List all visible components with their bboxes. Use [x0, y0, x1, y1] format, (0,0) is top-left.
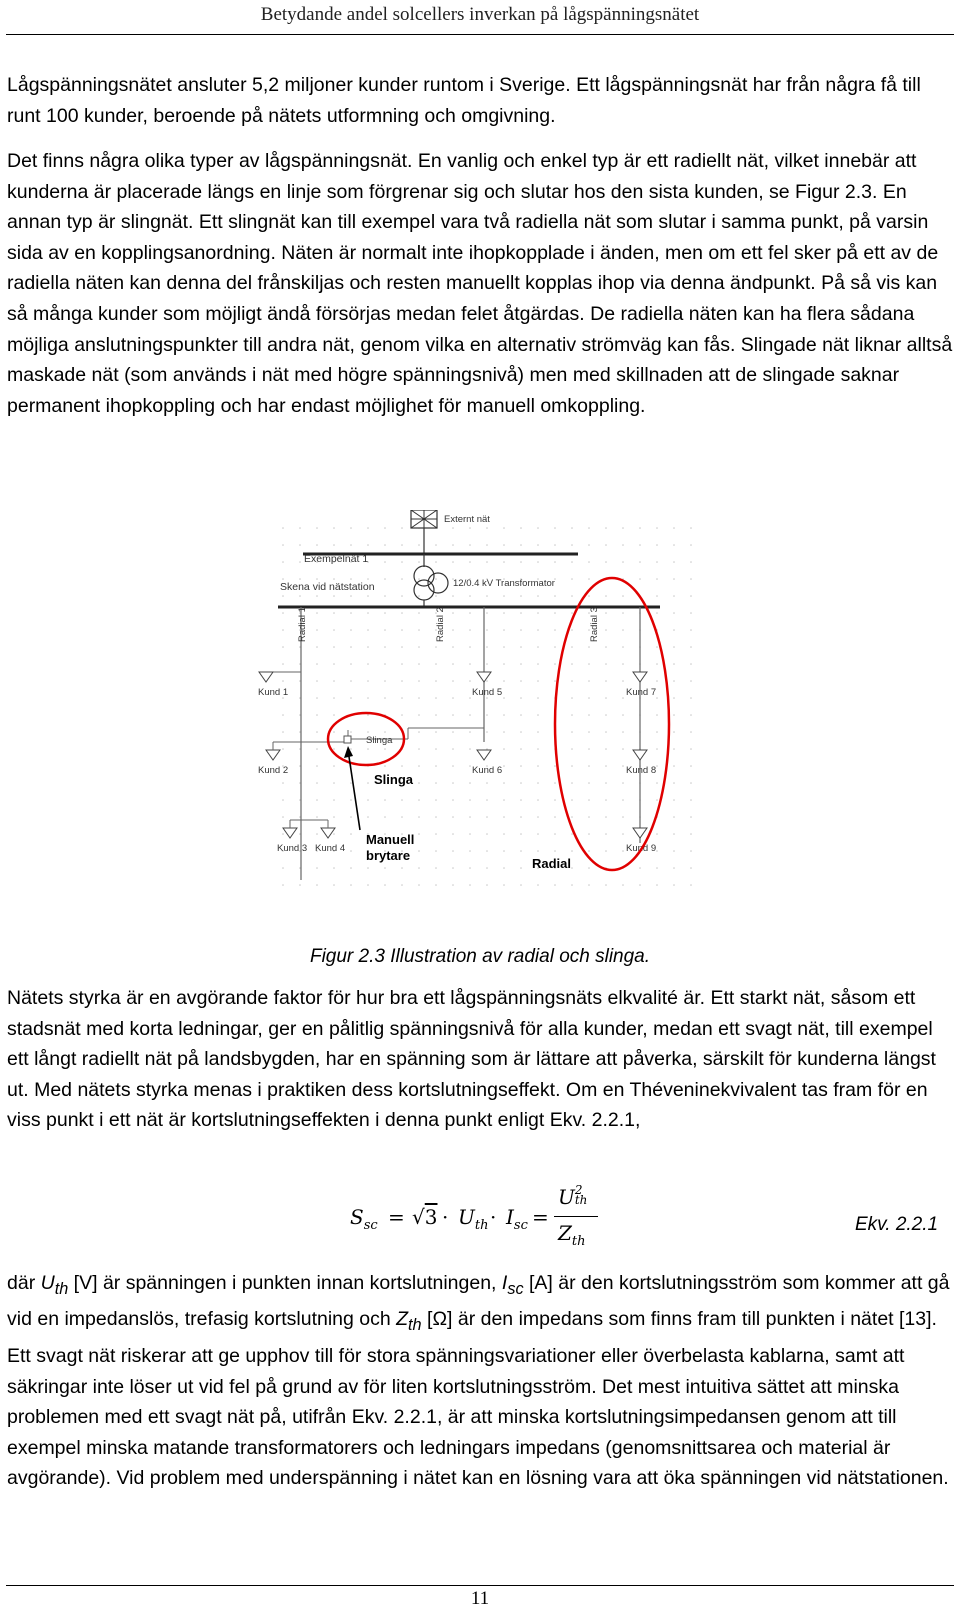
kund-6-label: Kund 6 — [472, 765, 503, 776]
manual-switch-icon — [344, 736, 351, 743]
kund-4-label: Kund 4 — [315, 843, 346, 854]
eq-denominator: $Z_{th}$ — [558, 1221, 586, 1249]
slinga-big-label: Slinga — [374, 772, 414, 787]
slinga-small-label: Slinga — [366, 735, 393, 746]
kund-3-label: Kund 3 — [277, 843, 308, 854]
paragraph-4: där $U_{th}$ [V] är spänningen i punkten innan kortslutningen, $I_{sc}$ [A] är den kortslutningsström som kommer att gå vid en impedanslös, trefasig kortslutning och $Z_{th}$ [Ω] är den impedans som finns fram till punkten i nätet [13]. Ett svagt nät riskerar att ge upphov till för stora spänningsvariationer eller överbelasta kablarna, samt att säkringar inte löser ut vid fel på grund av för liten kortslutningsström. Det mest intuitiva sättet att minska problemen med ett svagt nät på, utifrån Ekv. 2.2.1, är att minska kortslutningsimpedansen genom att till exempel minska matande transformatorers och ledningars impedans (genomsnittsarea och material är avgörande). Vid problem med underspänning i nätet kan en lösning vara att öka spänningen vid nätstationen. — [7, 1272, 950, 1490]
radial-big-label: Radial — [532, 856, 572, 871]
radial-2-label: Radial 2 — [435, 607, 446, 642]
page-number: 11 — [470, 1588, 490, 1609]
paragraph-2: Det finns några olika typer av lågspänningsnät. En vanlig och enkel typ är ett radiellt nät, vilket innebär att kunderna är placerade längs en linje som förgrenar sig och slutar hos den sista kunden, se Figur 2.3. En annan typ är slingnät. Ett slingnät kan till exempel vara två radiella nät som slutar i samma punkt, på varsin sida av en kopplingsanordning. Näten är normalt inte ihopkopplade i änden, men om ett fel sker på ett av de radiella näten kan denna del frånskiljas och resten manuellt kopplas ihop via denna ändpunkt. På så vis kan så många kunder som möjligt ändå försörjas medan felet åtgärdas. De radiella näten kan ha flera sådana möjliga anslutningspunkter till andra nät, genom vilka en alternativ strömväg kan fås. Slingade nät liknar alltså maskade nät (som används i nät med högre spänningsnivå) men med skillnaden att de slingade saknar permanent ihopkoppling och har endast möjlighet för manuell omkoppling. — [7, 150, 953, 417]
kund-1-label: Kund 1 — [258, 687, 289, 698]
kund-7-label: Kund 7 — [626, 687, 657, 698]
external-grid-icon — [411, 510, 437, 528]
paragraph-1: Lågspänningsnätet ansluter 5,2 miljoner kunder runtom i Sverige. Ett lågspänningsnät har från några få till runt 100 kunder, beroende på nätets utformning och omgivning. — [7, 74, 921, 127]
fraction-bar — [554, 1216, 598, 1217]
external-grid-label: Externt nät — [444, 514, 490, 525]
transformer-label: 12/0.4 kV Transformator — [453, 578, 555, 589]
paragraph-3: Nätets styrka är en avgörande faktor för hur bra ett lågspänningsnäts elkvalité är. Ett starkt nät, såsom ett stadsnät med korta ledningar, ger en pålitlig spänningsnivå för alla kunder, medan ett svagt nät, till exempel ett långt radiellt nät på landsbygden, har en spänning som är lättare att påverka, särskilt för kunderna längst ut. Med nätets styrka menas i praktiken dess kortslutningseffekt. Om en Théveninekvivalent tas fram för en viss punkt i ett nät är kortslutningseffekten i denna punkt enligt Ekv. 2.2.1, — [7, 987, 936, 1132]
header-rule — [6, 34, 954, 35]
figure-caption: Figur 2.3 Illustration av radial och slinga. — [309, 946, 651, 967]
footer-rule — [6, 1585, 954, 1586]
kund-9-label: Kund 9 — [626, 843, 657, 854]
manuell-label-2: brytare — [366, 848, 411, 863]
sqrt-sign: √3 — [412, 1205, 438, 1229]
equation: $S_{sc}$ = √3 · $U_{th}$ · $I_{sc}$ = U 2 th $Z_{th}$ — [350, 1183, 610, 1251]
example-label: Exempelnät 1 — [304, 553, 369, 565]
network-figure — [248, 510, 710, 910]
kund-5-label: Kund 5 — [472, 687, 503, 698]
kund-2-label: Kund 2 — [258, 765, 289, 776]
radial-3-label: Radial 3 — [589, 607, 600, 642]
radial-1-label: Radial 1 — [297, 607, 308, 642]
busbar-label: Skena vid nätstation — [280, 581, 375, 593]
eq-lhs: $S_{sc}$ — [350, 1205, 378, 1233]
equation-label: Ekv. 2.2.1 — [855, 1214, 939, 1235]
eq-numerator: U 2 th — [558, 1183, 588, 1209]
manuell-label-1: Manuell — [366, 832, 415, 847]
kund-8-label: Kund 8 — [626, 765, 657, 776]
running-header: Betydande andel solcellers inverkan på lågspänningsnätet — [260, 4, 700, 25]
